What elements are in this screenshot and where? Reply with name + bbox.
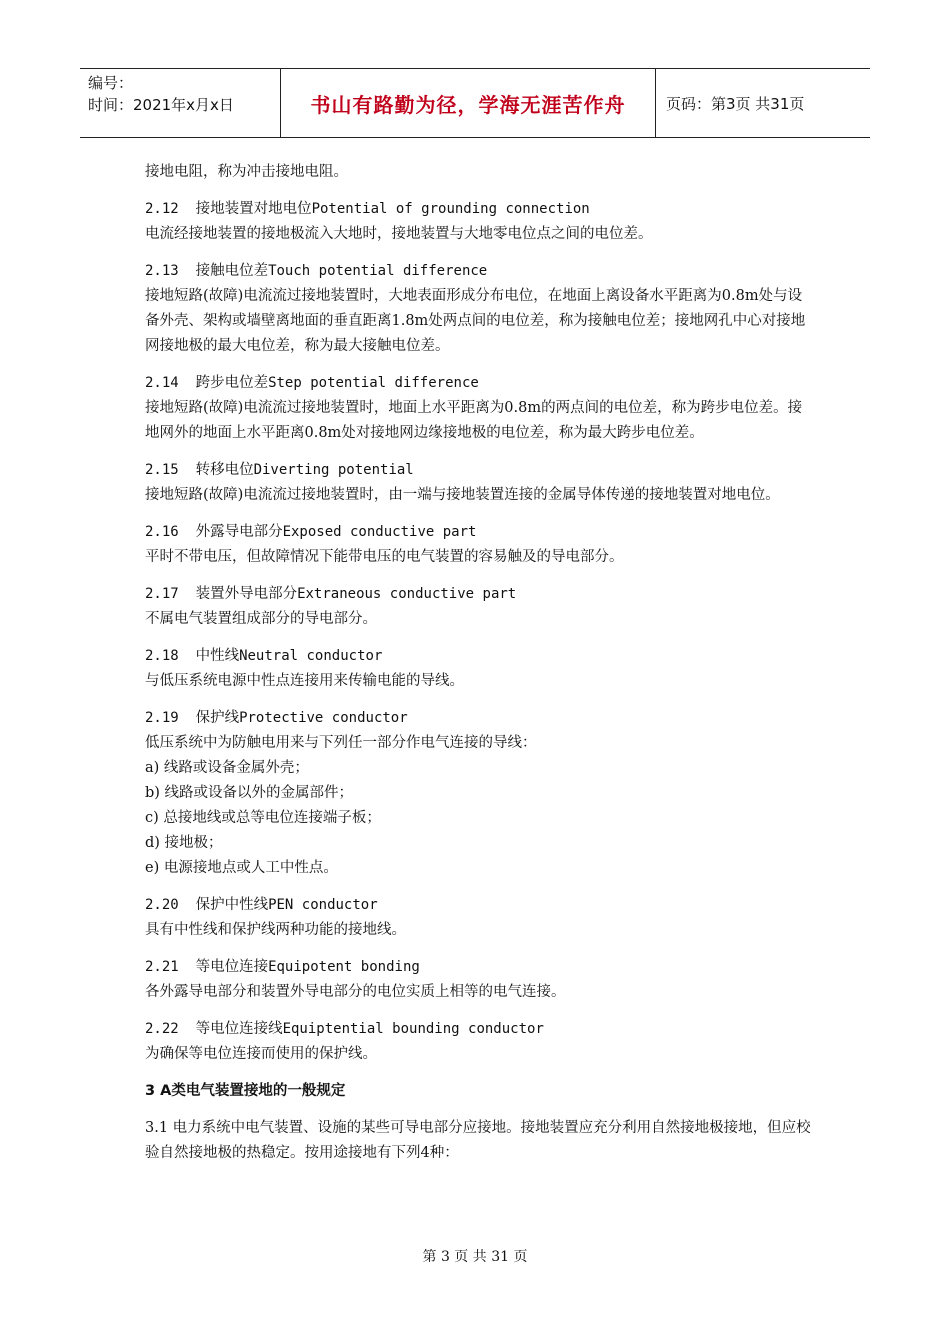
term-chinese: 接触电位差 (195, 263, 269, 279)
header-page-number: 页码：第3页 共31页 (666, 94, 805, 113)
clause-number: 2.17 (145, 586, 179, 602)
definition-item (145, 259, 815, 359)
definition-text: 与低压系统电源中性点连接用来传输电能的导线。 (145, 673, 464, 689)
definition-title (145, 259, 815, 284)
term-english: Protective conductor (239, 710, 408, 726)
definition-text: 为确保等电位连接而使用的保护线。 (145, 1046, 377, 1062)
page-footer: 第 3 页 共 31 页 (422, 1249, 528, 1265)
term-english: Extraneous conductive part (297, 586, 517, 602)
definitions-list (145, 197, 815, 1067)
closing-paragraph: 3.1 电力系统中电气装置、设施的某些可导电部分应接地。接地装置应充分利用自然接地极接地，但应校验自然接地极的热稳定。按用途接地有下列4种： (145, 1120, 811, 1161)
definition-item (145, 1017, 815, 1067)
definition-title (145, 582, 815, 607)
definition-item (145, 371, 815, 446)
term-chinese: 保护中性线 (195, 897, 269, 913)
definition-text: d) 接地极； (145, 835, 223, 851)
definition-item (145, 706, 815, 881)
definition-item (145, 644, 815, 694)
page-header (80, 68, 870, 138)
definition-text: a) 线路或设备金属外壳； (145, 760, 309, 776)
header-motto: 书山有路勤为径，学海无涯苦作舟 (281, 69, 656, 137)
definition-text: 低压系统中为防触电用来与下列任一部分作电气连接的导线： (145, 735, 537, 751)
term-english: Potential of grounding connection (311, 201, 590, 217)
definition-text: 接地短路(故障)电流流过接地装置时，地面上水平距离为0.8m的两点间的电位差，称为跨步电位差。接地网外的地面上水平距离0.8m处对接地网边缘接地极的电位差，称为最大跨步电位差。 (145, 400, 803, 441)
clause-number: 2.12 (145, 201, 179, 217)
clause-number: 2.19 (145, 710, 179, 726)
clause-number: 2.13 (145, 263, 179, 279)
definition-text: b) 线路或设备以外的金属部件； (145, 785, 354, 801)
document-body (145, 160, 815, 1166)
clause-number: 2.20 (145, 897, 179, 913)
definition-title (145, 371, 815, 396)
term-chinese: 跨步电位差 (195, 375, 269, 391)
term-chinese: 接地装置对地电位 (195, 201, 312, 217)
definition-item (145, 520, 815, 570)
clause-number: 2.14 (145, 375, 179, 391)
term-english: PEN conductor (268, 897, 378, 913)
definition-text: c) 总接地线或总等电位连接端子板； (145, 810, 381, 826)
definition-text: 各外露导电部分和装置外导电部分的电位实质上相等的电气连接。 (145, 984, 566, 1000)
term-english: Equiptential bounding conductor (282, 1021, 544, 1037)
definition-item (145, 458, 815, 508)
definition-text: 接地短路(故障)电流流过接地装置时，由一端与接地装置连接的金属导体传递的接地装置对地电位。 (145, 487, 780, 503)
document-number: 编号： (88, 74, 134, 92)
term-chinese: 等电位连接 (195, 959, 269, 975)
term-chinese: 装置外导电部分 (195, 586, 298, 602)
term-chinese: 中性线 (195, 648, 240, 664)
definition-title (145, 644, 815, 669)
definition-title (145, 706, 815, 731)
definition-title (145, 520, 815, 545)
header-info (80, 69, 281, 137)
definition-title (145, 1017, 815, 1042)
chapter-heading: 3 A类电气装置接地的一般规定 (145, 1083, 346, 1099)
term-english: Touch potential difference (268, 263, 488, 279)
definition-item (145, 197, 815, 247)
clause-number: 2.16 (145, 524, 179, 540)
definition-text: 接地短路(故障)电流流过接地装置时，大地表面形成分布电位，在地面上离设备水平距离为0.8m处与设备外壳、架构或墙壁离地面的垂直距离1.8m处两点间的电位差，称为接触电位差；接地网孔中心对接地网接地极的最大电位差，称为最大接触电位差。 (145, 288, 806, 354)
term-chinese: 外露导电部分 (195, 524, 283, 540)
term-english: Equipotent bonding (268, 959, 420, 975)
term-english: Step potential difference (268, 375, 479, 391)
term-chinese: 保护线 (195, 710, 240, 726)
clause-number: 2.22 (145, 1021, 179, 1037)
term-chinese: 转移电位 (195, 462, 254, 478)
definition-title (145, 893, 815, 918)
term-chinese: 等电位连接线 (195, 1021, 283, 1037)
definition-text: 平时不带电压，但故障情况下能带电压的电气装置的容易触及的导电部分。 (145, 549, 624, 565)
term-english: Exposed conductive part (282, 524, 477, 540)
clause-number: 2.21 (145, 959, 179, 975)
lead-paragraph: 接地电阻，称为冲击接地电阻。 (145, 164, 348, 180)
definition-title (145, 955, 815, 980)
definition-text: 不属电气装置组成部分的导电部分。 (145, 611, 377, 627)
definition-item (145, 955, 815, 1005)
term-english: Neutral conductor (239, 648, 383, 664)
definition-text: 电流经接地装置的接地极流入大地时，接地装置与大地零电位点之间的电位差。 (145, 226, 653, 242)
definition-text: 具有中性线和保护线两种功能的接地线。 (145, 922, 406, 938)
term-english: Diverting potential (253, 462, 414, 478)
clause-number: 2.18 (145, 648, 179, 664)
definition-title (145, 458, 815, 483)
definition-title (145, 197, 815, 222)
document-date: 时间：2021年x月x日 (88, 96, 234, 114)
clause-number: 2.15 (145, 462, 179, 478)
definition-item (145, 893, 815, 943)
definition-item (145, 582, 815, 632)
definition-text: e) 电源接地点或人工中性点。 (145, 860, 338, 876)
